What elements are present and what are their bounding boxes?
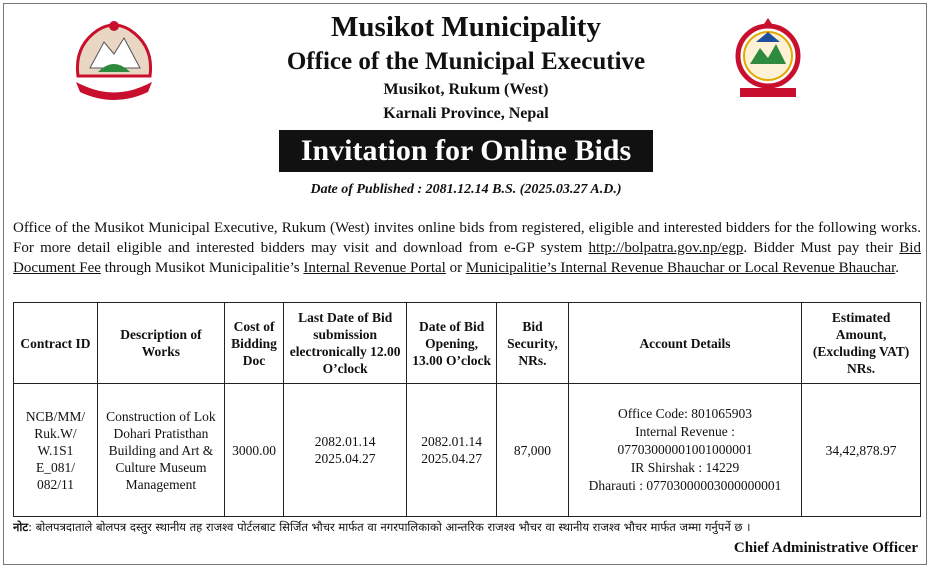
notice-header [4, 10, 928, 199]
description-cell: Construction of Lok Dohari Pratisthan Building and Art & Culture Museum Management [97, 384, 224, 517]
opening-date-ad: 2025.04.27 [421, 451, 482, 466]
internal-revenue-label: Internal Revenue : [635, 424, 735, 439]
intro-text-4: or [445, 260, 466, 276]
office-name: Office of the Municipal Executive [286, 48, 646, 75]
col-cost: Cost of Bidding Doc [224, 303, 283, 384]
invitation-banner: Invitation for Online Bids [279, 130, 653, 172]
ir-shirshak: IR Shirshak : 14229 [630, 460, 740, 475]
last-date-ad: 2025.04.27 [314, 451, 376, 466]
security-cell: 87,000 [497, 384, 569, 517]
account-cell [568, 384, 801, 517]
office-code: Office Code: 801065903 [618, 406, 752, 421]
opening-date-bs: 2082.01.14 [421, 434, 482, 449]
cost-cell: 3000.00 [224, 384, 283, 517]
intro-text-1: Office of the Musikot Municipal Executive, Rukum (West) invites online bids from registered, eligible and interested bidders for the following works. For more detail eligible and interested bidders may visit and download from e-GP system [13, 220, 921, 256]
date-published: Date of Published : 2081.12.14 B.S. (2025.03.27 A.D.) [310, 182, 622, 197]
address-line-1: Musikot, Rukum (West) [383, 81, 549, 98]
last-date-cell [284, 384, 407, 517]
notice-page [3, 3, 927, 565]
note-label: नोट [13, 520, 29, 534]
col-last-date: Last Date of Bid submission electronically 12.00 O’clock [284, 303, 407, 384]
intro-text-3: through Musikot Municipalitie’s [100, 260, 304, 276]
municipality-name: Musikot Municipality [331, 11, 601, 43]
col-contract-id: Contract ID [14, 303, 98, 384]
col-security: Bid Security, NRs. [497, 303, 569, 384]
table-row [14, 384, 921, 517]
bhauchar-text: Municipalitie’s Internal Revenue Bhauchar or Local Revenue Bhauchar [465, 260, 896, 276]
bid-table [13, 302, 921, 517]
col-amount: Estimated Amount, (Excluding VAT) NRs. [802, 303, 921, 384]
col-description: Description of Works [97, 303, 224, 384]
intro-text-2: . Bidder Must pay their [743, 240, 900, 256]
intro-text-5: . [895, 260, 900, 276]
revenue-portal-text: Internal Revenue Portal [303, 260, 446, 276]
col-account: Account Details [568, 303, 801, 384]
address-line-2: Karnali Province, Nepal [383, 105, 549, 122]
opening-date-cell [407, 384, 497, 517]
nepali-note [13, 518, 921, 536]
table-header-row [14, 303, 921, 384]
note-text: : बोलपत्रदाताले बोलपत्र दस्तुर स्थानीय तह राजश्व पोर्टलबाट सिर्जित भौचर मार्फत वा नगरपालिकाको आन्तरिक राजश्व भौचर वा स्थानीय राजश्व भौचर मार्फत जम्मा गर्नुपर्ने छ । [28, 520, 751, 534]
bid-fee-text: Bid Document Fee [13, 240, 921, 276]
internal-revenue-number: 07703000001001000001 [617, 442, 753, 457]
contract-id-cell: NCB/MM/ Ruk.W/ W.1S1 E_081/ 082/11 [14, 384, 98, 517]
egp-link[interactable]: http://bolpatra.gov.np/egp [588, 240, 744, 256]
col-opening-date: Date of Bid Opening, 13.00 O’clock [407, 303, 497, 384]
signatory: Chief Administrative Officer [733, 540, 918, 556]
amount-cell: 34,42,878.97 [802, 384, 921, 517]
intro-paragraph [13, 218, 921, 278]
dharauti: Dharauti : 07703000003000000001 [588, 478, 782, 493]
last-date-bs: 2082.01.14 [314, 434, 376, 449]
